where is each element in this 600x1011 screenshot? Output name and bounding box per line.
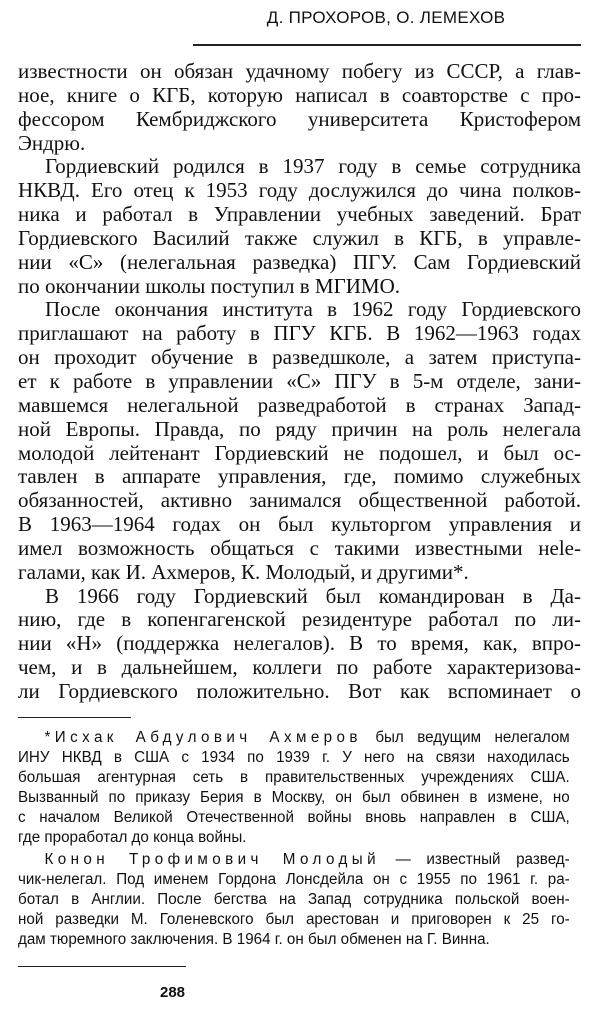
text-line: тавлен в аппарате управления, где, помимо служебных bbox=[18, 464, 581, 489]
footnotes bbox=[18, 728, 570, 950]
text-line: После окончания института в 1962 году Гордиевского bbox=[45, 297, 581, 322]
text-line: Гордиевского Василий также служил в КГБ, в управле- bbox=[18, 225, 581, 250]
footnote-line: дам тюремного заключения. В 1964 г. он был обменен на Г. Винна. bbox=[18, 931, 490, 948]
text-line: обязанностей, активно занимался общественной работой. bbox=[18, 488, 581, 513]
text-line: чем, и в дальнейшем, коллеги по работе характеризова- bbox=[18, 655, 581, 680]
footnote-line: с началом Великой Отечественной войны вновь направлен в США, bbox=[18, 809, 570, 826]
text-line: молодой лейтенант Гордиевский не подошел, и был ос- bbox=[18, 440, 581, 465]
footnote-line: Вызванный по приказу Берия в Москву, он был обвинен в измене, но bbox=[18, 789, 570, 806]
page-number: 288 bbox=[160, 984, 186, 1001]
text-line: нии «Н» (поддержка нелегалов). В то время, как, впро- bbox=[18, 631, 581, 656]
text-line: имел возможность общаться с такими известными нele- bbox=[18, 535, 581, 560]
footnote-text: — известный развед- bbox=[395, 851, 570, 868]
text-line: фессором Кембриджского университета Кристофером bbox=[18, 106, 581, 131]
footnote-molodiy bbox=[18, 850, 570, 950]
text-line: ли Гордиевского положительно. Вот как вспоминает о bbox=[18, 678, 581, 703]
text-line: он проходит обучение в разведшколе, а затем приступа- bbox=[18, 345, 581, 370]
text-line: ной Европы. Правда, по ряду причин на роль нелегала bbox=[18, 416, 581, 441]
footnote-ahmerov bbox=[18, 728, 570, 848]
footnote-line bbox=[18, 728, 570, 748]
footnote-separator bbox=[18, 717, 131, 718]
footnote-name: Конон Трофимович Молодый bbox=[44, 851, 381, 868]
footnote-line bbox=[18, 850, 570, 870]
footnote-text: был ведущим нелегалом bbox=[375, 729, 570, 746]
footnote-line: чик-нелегал. Под именем Гордона Лонсдейла он с 1955 по 1961 г. ра- bbox=[18, 871, 570, 888]
text-line: Эндрю. bbox=[18, 130, 86, 155]
running-header: Д. ПРОХОРОВ, О. ЛЕМЕХОВ bbox=[266, 8, 506, 27]
footnote-line: где проработал до конца войны. bbox=[18, 829, 247, 846]
bottom-rule bbox=[18, 966, 186, 967]
text-line: известности он обязан удачному побегу из СССР, а глав- bbox=[18, 59, 581, 83]
text-line: ет к работе в управлении «С» ПГУ в 5-м отделе, зани- bbox=[18, 368, 581, 393]
text-line: нии «С» (нелегальная разведка) ПГУ. Сам Гордиевский bbox=[18, 249, 581, 274]
main-text bbox=[18, 60, 581, 704]
text-line: нию, где в копенгагенской резидентуре работал по ли- bbox=[18, 607, 581, 632]
text-line: галами, как И. Ахмеров, К. Молодый, и другими*. bbox=[18, 559, 469, 584]
text-line: по окончании школы поступил в МГИМО. bbox=[18, 273, 400, 298]
text-line: НКВД. Его отец к 1953 году дослужился до чина полков- bbox=[18, 178, 581, 203]
footnote-name: *Исхак Абдулович Ахмеров bbox=[44, 729, 362, 746]
footnote-line: ботал в Англии. После бегства на Запад сотрудника польской воен- bbox=[18, 891, 570, 908]
text-line: ника и работал в Управлении учебных заведений. Брат bbox=[18, 202, 581, 227]
text-line: Гордиевский родился в 1937 году в семье сотрудника bbox=[45, 154, 581, 179]
text-line: мавшемся нелегальной разведработой в странах Запад- bbox=[18, 392, 581, 417]
text-line: В 1966 году Гордиевский был командирован в Да- bbox=[45, 583, 581, 608]
text-line: В 1963—1964 годах он был культоргом управления и bbox=[18, 512, 581, 537]
footnote-line: большая агентурная сеть в правительственных учреждениях США. bbox=[18, 769, 570, 786]
text-line: ное, книге о КГБ, которую написал в соавторстве с про- bbox=[18, 82, 581, 107]
text-line: приглашают на работу в ПГУ КГБ. В 1962—1963 годах bbox=[18, 321, 581, 346]
footnote-line: ной разведки М. Голеневского был арестован и приговорен к 25 го- bbox=[18, 911, 570, 928]
footnote-line: ИНУ НКВД в США с 1934 по 1939 г. У него на связи находилась bbox=[18, 749, 570, 766]
header-rule bbox=[193, 44, 581, 46]
